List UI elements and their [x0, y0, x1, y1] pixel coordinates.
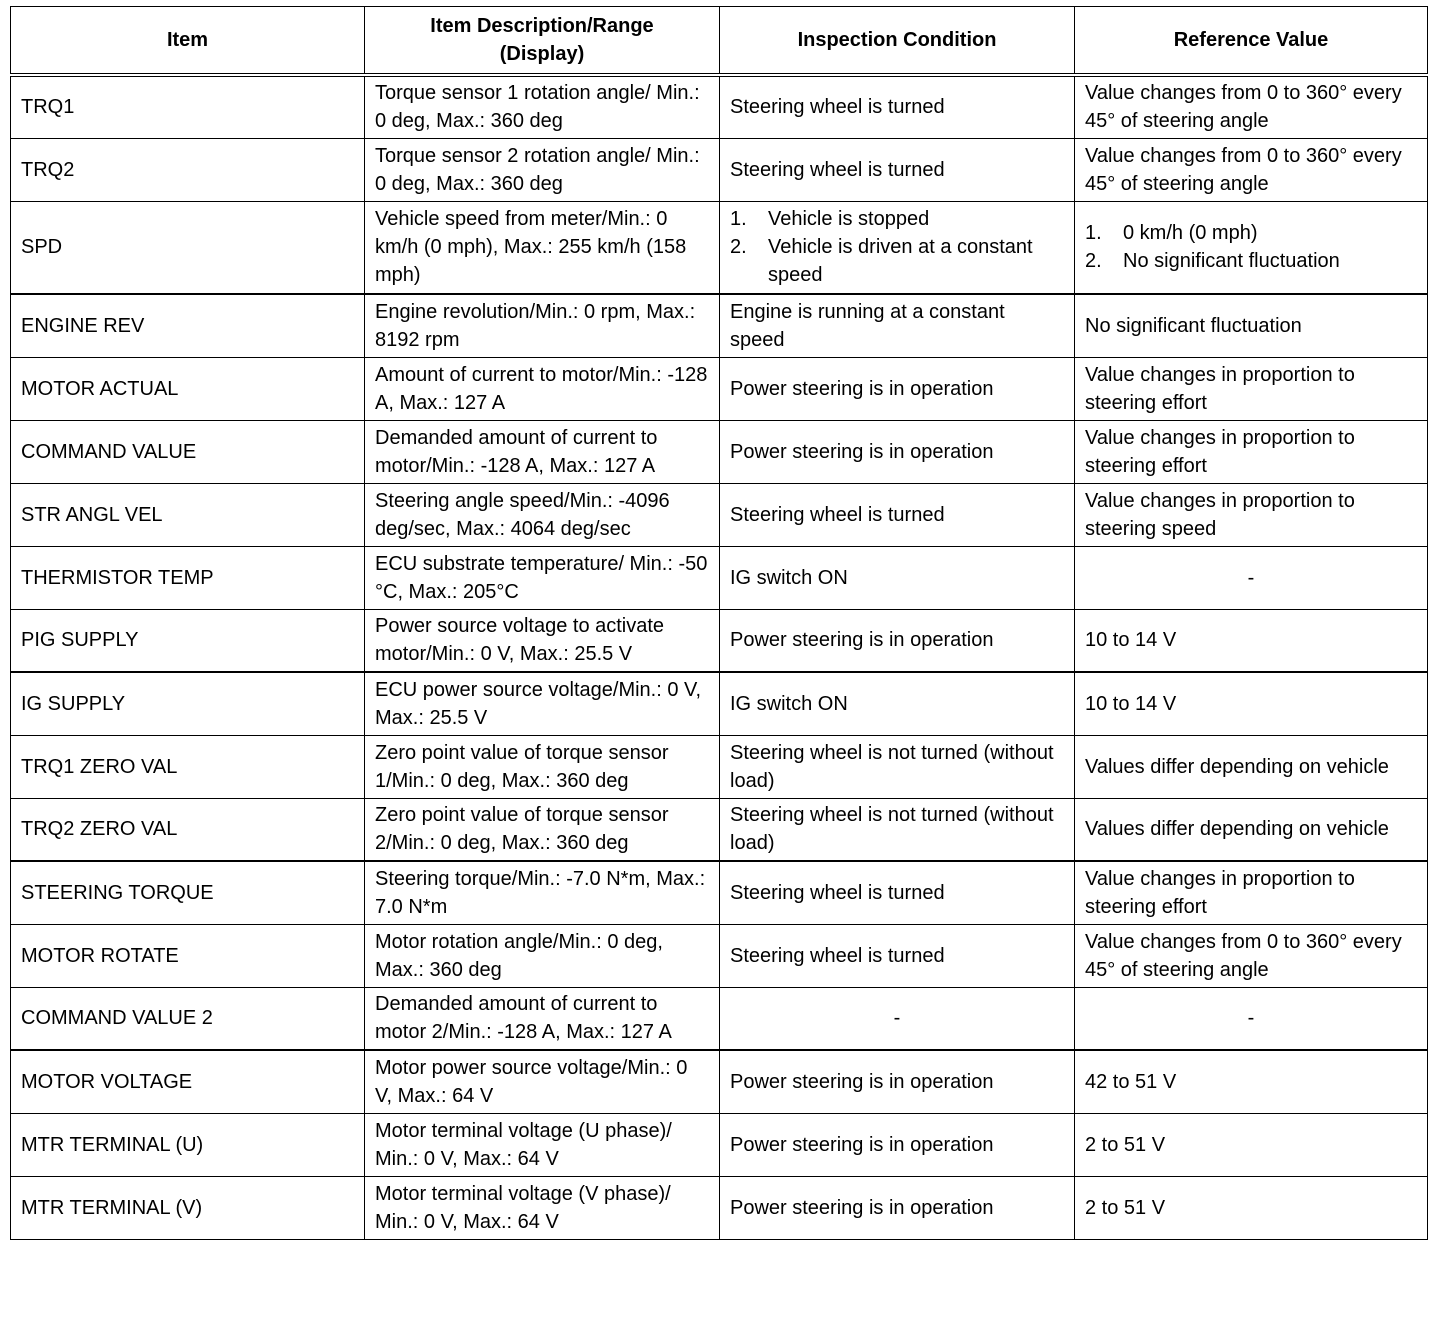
table-row [11, 1050, 1428, 1113]
cell-item: STR ANGL VEL [11, 483, 365, 546]
cell-reference: Value changes from 0 to 360° every 45° of steering angle [1075, 138, 1428, 201]
cell-condition: Power steering is in operation [720, 1176, 1075, 1239]
cell-condition: Power steering is in operation [720, 357, 1075, 420]
data-list-table-container [10, 6, 1428, 1240]
table-row [11, 546, 1428, 609]
cell-description: Demanded amount of current to motor 2/Min.: -128 A, Max.: 127 A [365, 987, 720, 1050]
table-row [11, 672, 1428, 735]
cell-reference: - [1075, 987, 1428, 1050]
cell-condition: Steering wheel is turned [720, 75, 1075, 138]
reference-list [1085, 219, 1417, 275]
header-description-line2: (Display) [499, 43, 585, 65]
table-row [11, 201, 1428, 294]
cell-reference: Value changes in proportion to steering effort [1075, 357, 1428, 420]
cell-item: THERMISTOR TEMP [11, 546, 365, 609]
cell-condition: - [720, 987, 1075, 1050]
cell-reference: 2 to 51 V [1075, 1176, 1428, 1239]
header-row [11, 7, 1428, 76]
data-list-table [10, 6, 1428, 1240]
cell-condition: Steering wheel is turned [720, 924, 1075, 987]
cell-condition: Steering wheel is not turned (without load) [720, 798, 1075, 861]
cell-item: TRQ2 ZERO VAL [11, 798, 365, 861]
table-row [11, 483, 1428, 546]
cell-reference: Value changes in proportion to steering effort [1075, 420, 1428, 483]
cell-description: Steering angle speed/Min.: -4096 deg/sec, Max.: 4064 deg/sec [365, 483, 720, 546]
cell-condition: IG switch ON [720, 672, 1075, 735]
table-row [11, 1113, 1428, 1176]
cell-reference: 42 to 51 V [1075, 1050, 1428, 1113]
cell-reference: No significant fluctuation [1075, 294, 1428, 357]
cell-description: Motor rotation angle/Min.: 0 deg, Max.: 360 deg [365, 924, 720, 987]
cell-reference: 2 to 51 V [1075, 1113, 1428, 1176]
header-reference: Reference Value [1075, 7, 1428, 76]
cell-reference: Value changes from 0 to 360° every 45° of steering angle [1075, 924, 1428, 987]
cell-condition: Steering wheel is not turned (without load) [720, 735, 1075, 798]
cell-item: MTR TERMINAL (V) [11, 1176, 365, 1239]
cell-item: TRQ1 [11, 75, 365, 138]
cell-description: Steering torque/Min.: -7.0 N*m, Max.: 7.0 N*m [365, 861, 720, 924]
cell-description: Vehicle speed from meter/Min.: 0 km/h (0 mph), Max.: 255 km/h (158 mph) [365, 201, 720, 294]
cell-description: Demanded amount of current to motor/Min.: -128 A, Max.: 127 A [365, 420, 720, 483]
cell-item: MTR TERMINAL (U) [11, 1113, 365, 1176]
cell-description: Motor power source voltage/Min.: 0 V, Max.: 64 V [365, 1050, 720, 1113]
cell-reference: - [1075, 546, 1428, 609]
cell-item: ENGINE REV [11, 294, 365, 357]
cell-condition: Steering wheel is turned [720, 861, 1075, 924]
list-item [730, 233, 1064, 289]
cell-item: IG SUPPLY [11, 672, 365, 735]
list-number: 2. [1085, 250, 1102, 273]
cell-condition: Power steering is in operation [720, 1050, 1075, 1113]
cell-item: MOTOR ACTUAL [11, 357, 365, 420]
table-row [11, 861, 1428, 924]
table-row [11, 1176, 1428, 1239]
cell-description: Motor terminal voltage (U phase)/ Min.: 0 V, Max.: 64 V [365, 1113, 720, 1176]
list-text: 0 km/h (0 mph) [1123, 222, 1258, 245]
cell-condition: Steering wheel is turned [720, 138, 1075, 201]
list-text: Vehicle is driven at a constant speed [768, 236, 1033, 287]
table-row [11, 735, 1428, 798]
list-number: 1. [730, 208, 747, 231]
cell-item: STEERING TORQUE [11, 861, 365, 924]
cell-description: Engine revolution/Min.: 0 rpm, Max.: 8192 rpm [365, 294, 720, 357]
list-number: 2. [730, 236, 747, 259]
condition-list [730, 205, 1064, 289]
table-row [11, 420, 1428, 483]
cell-reference: 10 to 14 V [1075, 672, 1428, 735]
cell-item: COMMAND VALUE 2 [11, 987, 365, 1050]
cell-condition: IG switch ON [720, 546, 1075, 609]
cell-item: SPD [11, 201, 365, 294]
cell-item: TRQ2 [11, 138, 365, 201]
cell-reference [1075, 201, 1428, 294]
cell-description: Zero point value of torque sensor 1/Min.: 0 deg, Max.: 360 deg [365, 735, 720, 798]
list-number: 1. [1085, 222, 1102, 245]
header-item: Item [11, 7, 365, 76]
list-text: Vehicle is stopped [768, 208, 930, 231]
list-item [730, 205, 1064, 233]
list-item [1085, 219, 1417, 247]
table-row [11, 609, 1428, 672]
table-row [11, 987, 1428, 1050]
cell-condition: Power steering is in operation [720, 609, 1075, 672]
cell-item: MOTOR ROTATE [11, 924, 365, 987]
cell-reference: Value changes from 0 to 360° every 45° of steering angle [1075, 75, 1428, 138]
cell-item: MOTOR VOLTAGE [11, 1050, 365, 1113]
cell-condition: Engine is running at a constant speed [720, 294, 1075, 357]
cell-reference: Values differ depending on vehicle [1075, 798, 1428, 861]
list-text: No significant fluctuation [1123, 250, 1340, 273]
table-row [11, 294, 1428, 357]
table-row [11, 924, 1428, 987]
cell-reference: Values differ depending on vehicle [1075, 735, 1428, 798]
cell-reference: Value changes in proportion to steering effort [1075, 861, 1428, 924]
table-row [11, 75, 1428, 138]
cell-description: ECU power source voltage/Min.: 0 V, Max.: 25.5 V [365, 672, 720, 735]
cell-description: Power source voltage to activate motor/Min.: 0 V, Max.: 25.5 V [365, 609, 720, 672]
cell-description: ECU substrate temperature/ Min.: -50 °C, Max.: 205°C [365, 546, 720, 609]
table-row [11, 138, 1428, 201]
cell-description: Amount of current to motor/Min.: -128 A, Max.: 127 A [365, 357, 720, 420]
table-row [11, 798, 1428, 861]
header-description-line1: Item Description/Range [430, 15, 654, 37]
cell-description: Motor terminal voltage (V phase)/ Min.: 0 V, Max.: 64 V [365, 1176, 720, 1239]
cell-item: PIG SUPPLY [11, 609, 365, 672]
cell-condition: Power steering is in operation [720, 420, 1075, 483]
cell-reference: Value changes in proportion to steering speed [1075, 483, 1428, 546]
cell-description: Zero point value of torque sensor 2/Min.: 0 deg, Max.: 360 deg [365, 798, 720, 861]
header-description [365, 7, 720, 76]
cell-reference: 10 to 14 V [1075, 609, 1428, 672]
cell-description: Torque sensor 1 rotation angle/ Min.: 0 deg, Max.: 360 deg [365, 75, 720, 138]
cell-condition [720, 201, 1075, 294]
cell-item: COMMAND VALUE [11, 420, 365, 483]
list-item [1085, 247, 1417, 275]
cell-description: Torque sensor 2 rotation angle/ Min.: 0 deg, Max.: 360 deg [365, 138, 720, 201]
cell-condition: Power steering is in operation [720, 1113, 1075, 1176]
header-condition: Inspection Condition [720, 7, 1075, 76]
table-row [11, 357, 1428, 420]
cell-condition: Steering wheel is turned [720, 483, 1075, 546]
cell-item: TRQ1 ZERO VAL [11, 735, 365, 798]
